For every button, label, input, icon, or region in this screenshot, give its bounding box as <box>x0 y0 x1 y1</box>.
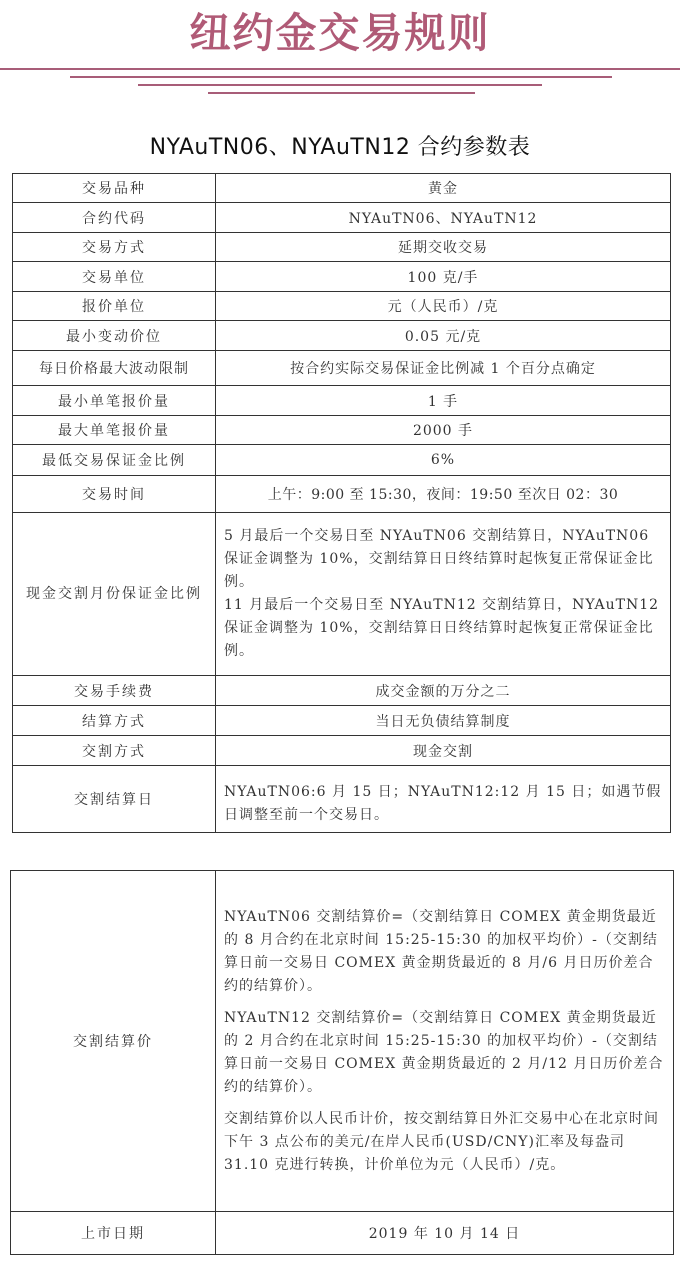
row-value: 成交金额的万分之二 <box>216 676 671 706</box>
table-row <box>11 871 674 1212</box>
row-key: 最低交易保证金比例 <box>13 445 216 476</box>
table-row <box>13 676 671 706</box>
row-key: 最小单笔报价量 <box>13 386 216 416</box>
title-divider-line-2 <box>70 76 612 78</box>
row-value: 2019 年 10 月 14 日 <box>216 1212 674 1255</box>
table-row <box>13 233 671 262</box>
paragraph: NYAuTN06 交割结算价=（交割结算日 COMEX 黄金期货最近的 8 月合约在北京时间 15:25-15:30 的加权平均价）-（交割结算日前一交易日 COMEX 黄金期货最近的 8 月/6 月日历价差合约的结算价）。 <box>224 908 658 994</box>
paragraph: NYAuTN12 交割结算价=（交割结算日 COMEX 黄金期货最近的 2 月合约在北京时间 15:25-15:30 的加权平均价）-（交割结算日前一交易日 COMEX 黄金期货最近的 2 月/12 月日历价差合约的结算价）。 <box>224 1009 664 1095</box>
row-value: 上午：9:00 至 15:30，夜间：19:50 至次日 02：30 <box>216 476 671 513</box>
row-value: 现金交割 <box>216 736 671 766</box>
table-row <box>13 416 671 445</box>
row-value <box>216 871 674 1212</box>
contract-params-table <box>12 173 671 833</box>
settlement-price-table <box>10 870 674 1255</box>
paragraph: 11 月最后一个交易日至 NYAuTN12 交割结算日，NYAuTN12 保证金调整为 10%，交割结算日日终结算时起恢复正常保证金比例。 <box>224 597 660 659</box>
title-divider-line-4 <box>208 92 475 94</box>
table-row <box>13 445 671 476</box>
row-key: 交易时间 <box>13 476 216 513</box>
row-value: NYAuTN06、NYAuTN12 <box>216 203 671 233</box>
table-title: NYAuTN06、NYAuTN12 合约参数表 <box>149 135 531 160</box>
table-row <box>13 321 671 351</box>
table-row <box>13 203 671 233</box>
row-key: 最小变动价位 <box>13 321 216 351</box>
row-key: 合约代码 <box>13 203 216 233</box>
row-value: 按合约实际交易保证金比例减 1 个百分点确定 <box>216 351 671 386</box>
table-row <box>13 736 671 766</box>
paragraph: 5 月最后一个交易日至 NYAuTN06 交割结算日，NYAuTN06 保证金调整为 10%，交割结算日日终结算时起恢复正常保证金比例。 <box>224 528 654 590</box>
row-key: 交割结算价 <box>11 871 216 1212</box>
row-key: 上市日期 <box>11 1212 216 1255</box>
row-key: 结算方式 <box>13 706 216 736</box>
table-row <box>13 174 671 203</box>
row-value: 元（人民币）/克 <box>216 292 671 321</box>
row-value: 2000 手 <box>216 416 671 445</box>
row-value: NYAuTN06:6 月 15 日；NYAuTN12:12 月 15 日；如遇节假日调整至前一个交易日。 <box>216 766 671 833</box>
table-row <box>13 351 671 386</box>
row-value: 0.05 元/克 <box>216 321 671 351</box>
row-key: 交割方式 <box>13 736 216 766</box>
page-title: 纽约金交易规则 <box>189 9 491 57</box>
title-divider-line-1 <box>0 68 680 70</box>
table-row <box>13 262 671 292</box>
row-value: 黄金 <box>216 174 671 203</box>
row-value: 6% <box>216 445 671 476</box>
table-row <box>13 706 671 736</box>
row-value: 当日无负债结算制度 <box>216 706 671 736</box>
row-key: 交易手续费 <box>13 676 216 706</box>
row-key: 交割结算日 <box>13 766 216 833</box>
table-row <box>13 513 671 676</box>
row-key: 最大单笔报价量 <box>13 416 216 445</box>
row-key: 交易品种 <box>13 174 216 203</box>
table-row <box>13 476 671 513</box>
row-value: 延期交收交易 <box>216 233 671 262</box>
paragraph: 交割结算价以人民币计价，按交割结算日外汇交易中心在北京时间下午 3 点公布的美元/在岸人民币(USD/CNY)汇率及每盎司 31.10 克进行转换，计价单位为元（人民币）/克。 <box>224 1110 659 1173</box>
row-key: 每日价格最大波动限制 <box>13 351 216 386</box>
row-key: 现金交割月份保证金比例 <box>13 513 216 676</box>
row-value <box>216 513 671 676</box>
table-row <box>11 1212 674 1255</box>
table-row <box>13 766 671 833</box>
row-value: 100 克/手 <box>216 262 671 292</box>
row-key: 交易方式 <box>13 233 216 262</box>
row-key: 报价单位 <box>13 292 216 321</box>
table-row <box>13 292 671 321</box>
row-value: 1 手 <box>216 386 671 416</box>
table-row <box>13 386 671 416</box>
row-key: 交易单位 <box>13 262 216 292</box>
title-divider-line-3 <box>138 84 542 86</box>
